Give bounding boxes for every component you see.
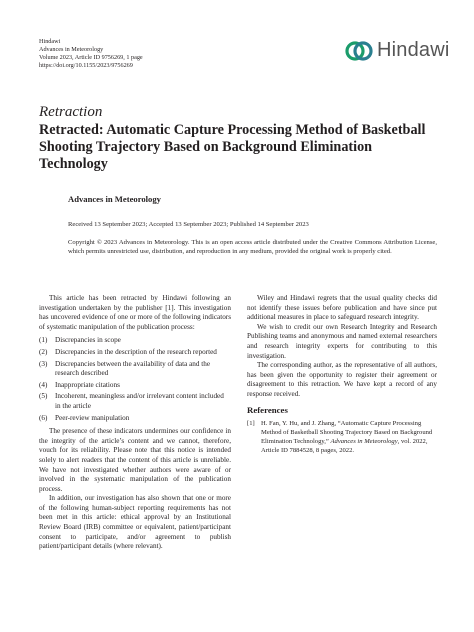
list-item: (6) Peer-review manipulation <box>39 413 130 422</box>
integrity-paragraph: The presence of these indicators undermines our confidence in the integrity of the article’s content and we cannot, therefore, vouch for its reliability. Please note that this notice is intended solely to alert readers that the content of this article is unreliable. We have not investigated whether authors were aware of or involved in the systematic manipulation of the publication process. <box>39 427 231 493</box>
header-doi[interactable]: https://doi.org/10.1155/2023/9756269 <box>39 62 133 69</box>
author-response-paragraph: The corresponding author, as the representative of all authors, has been given the opportunity to register their agreement or disagreement to this retraction. We have kept a record of any response received. <box>247 361 437 398</box>
article-type: Retraction <box>39 104 103 120</box>
list-item: (5) Incoherent, meaningless and/or irrelevant content included in the article <box>39 392 224 410</box>
hindawi-logo-mark-icon <box>345 38 373 64</box>
list-item: (4) Inappropriate citations <box>39 380 120 389</box>
article-journal: Advances in Meteorology <box>68 194 161 204</box>
list-item: (1) Discrepancies in scope <box>39 336 121 345</box>
right-column <box>247 294 437 455</box>
hindawi-logo <box>345 38 450 64</box>
header-journal: Advances in Meteorology <box>39 46 104 53</box>
list-item: (2) Discrepancies in the description of the research reported <box>39 347 217 356</box>
human-subject-paragraph: In addition, our investigation has also shown that one or more of the following human-subject reporting requirements has not been met in this article: ethical approval by an Institutional Review Board (IRB) committee or equivalent, patient/participant consent to participate, and/or agreement to publish patient/participant details (where relevant). <box>39 494 231 551</box>
references-heading: References <box>247 404 288 415</box>
reference-item: [1] H. Fan, Y. Hu, and J. Zhang, “Automatic Capture Processing Method of Basketball Shooting Trajectory Based on Background Elimination Technology,” Advances in Meteorology, vol. 2022, Article ID 7884528, 8 pages, 2022. <box>247 420 433 455</box>
article-dates: Received 13 September 2023; Accepted 13 September 2023; Published 14 September 2023 <box>68 221 309 228</box>
running-header <box>39 38 143 70</box>
copyright-notice: Copyright © 2023 Advances in Meteorology. This is an open access article distributed under the Creative Commons Attribution License, which permits unrestricted use, distribution, and reproduction in any medium, provided the original work is properly cited. <box>68 239 437 256</box>
intro-paragraph: This article has been retracted by Hindawi following an investigation undertaken by the publisher [1]. This investigation has uncovered evidence of one or more of the following indicators of systematic manipulation of the publication process: <box>39 294 231 331</box>
left-column <box>39 294 231 552</box>
hindawi-logo-text: Hindawi <box>377 39 450 61</box>
header-volume: Volume 2023, Article ID 9756269, 1 page <box>39 54 143 61</box>
list-item: (3) Discrepancies between the availability of data and the research described <box>39 359 211 378</box>
credit-paragraph: We wish to credit our own Research Integrity and Research Publishing teams and anonymous and named external researchers and research integrity experts for contributing to this investigation. <box>247 322 437 360</box>
header-publisher: Hindawi <box>39 38 61 45</box>
indicator-list <box>39 336 231 423</box>
article-title: Retracted: Automatic Capture Processing Method of Basketball Shooting Trajectory Based on Background Elimination Technology <box>39 122 426 172</box>
quality-checks-paragraph: Wiley and Hindawi regrets that the usual quality checks did not identify these issues before publication and have since put additional measures in place to safeguard research integrity. <box>247 294 437 322</box>
